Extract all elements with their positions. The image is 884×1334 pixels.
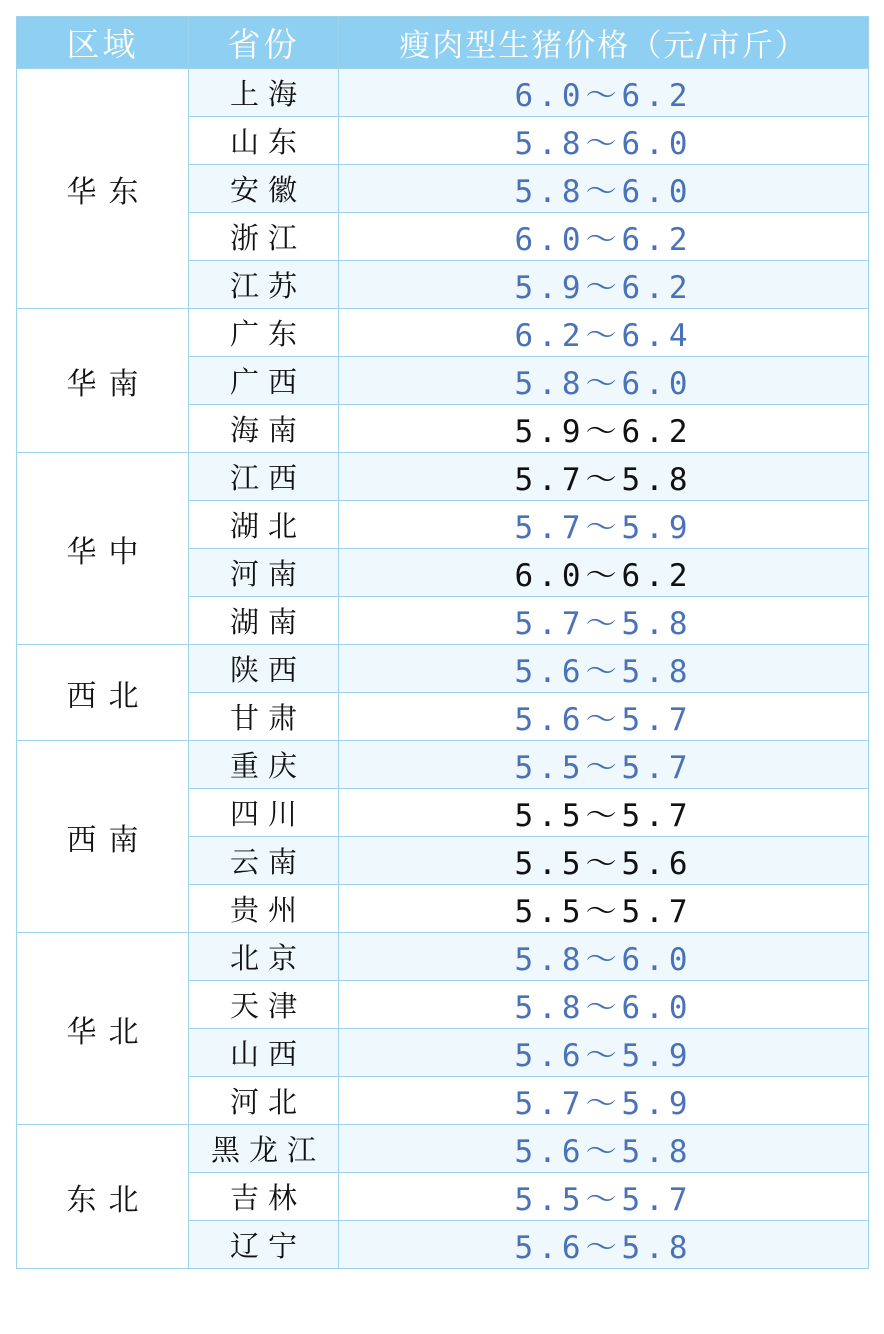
price-cell: 5.5～5.7	[339, 1173, 869, 1221]
province-cell: 北京	[189, 933, 339, 981]
region-cell: 西南	[17, 741, 189, 933]
table-row	[17, 309, 869, 357]
table-body	[17, 69, 869, 1269]
table-row	[17, 69, 869, 117]
region-cell: 华南	[17, 309, 189, 453]
price-cell: 6.0～6.2	[339, 213, 869, 261]
province-cell: 天津	[189, 981, 339, 1029]
price-cell: 5.7～5.9	[339, 1077, 869, 1125]
price-cell: 5.7～5.8	[339, 453, 869, 501]
province-cell: 广东	[189, 309, 339, 357]
province-cell: 山西	[189, 1029, 339, 1077]
price-cell: 5.8～6.0	[339, 165, 869, 213]
table-row	[17, 933, 869, 981]
table-row	[17, 453, 869, 501]
price-cell: 5.9～6.2	[339, 261, 869, 309]
price-cell: 5.6～5.9	[339, 1029, 869, 1077]
province-column-header: 省份	[189, 17, 339, 69]
province-cell: 吉林	[189, 1173, 339, 1221]
price-cell: 5.6～5.8	[339, 1221, 869, 1269]
region-cell: 华北	[17, 933, 189, 1125]
province-cell: 陕西	[189, 645, 339, 693]
price-cell: 6.0～6.2	[339, 549, 869, 597]
price-cell: 5.5～5.7	[339, 789, 869, 837]
table-row	[17, 1125, 869, 1173]
price-cell: 5.7～5.8	[339, 597, 869, 645]
price-cell: 6.2～6.4	[339, 309, 869, 357]
province-cell: 四川	[189, 789, 339, 837]
table-row	[17, 741, 869, 789]
province-cell: 河北	[189, 1077, 339, 1125]
region-cell: 华东	[17, 69, 189, 309]
province-cell: 山东	[189, 117, 339, 165]
price-cell: 6.0～6.2	[339, 69, 869, 117]
price-cell: 5.5～5.6	[339, 837, 869, 885]
province-cell: 湖北	[189, 501, 339, 549]
header-row	[17, 17, 869, 69]
province-cell: 贵州	[189, 885, 339, 933]
price-column-header: 瘦肉型生猪价格（元/市斤）	[339, 17, 869, 69]
price-cell: 5.6～5.7	[339, 693, 869, 741]
price-cell: 5.7～5.9	[339, 501, 869, 549]
province-cell: 河南	[189, 549, 339, 597]
province-cell: 浙江	[189, 213, 339, 261]
price-cell: 5.8～6.0	[339, 117, 869, 165]
price-cell: 5.8～6.0	[339, 981, 869, 1029]
province-cell: 海南	[189, 405, 339, 453]
price-cell: 5.9～6.2	[339, 405, 869, 453]
price-cell: 5.8～6.0	[339, 933, 869, 981]
province-cell: 江西	[189, 453, 339, 501]
pig-price-table	[16, 16, 869, 1269]
province-cell: 安徽	[189, 165, 339, 213]
price-cell: 5.8～6.0	[339, 357, 869, 405]
region-cell: 西北	[17, 645, 189, 741]
province-cell: 云南	[189, 837, 339, 885]
province-cell: 上海	[189, 69, 339, 117]
region-cell: 华中	[17, 453, 189, 645]
price-cell: 5.6～5.8	[339, 1125, 869, 1173]
region-column-header: 区域	[17, 17, 189, 69]
province-cell: 广西	[189, 357, 339, 405]
price-cell: 5.5～5.7	[339, 885, 869, 933]
province-cell: 湖南	[189, 597, 339, 645]
province-cell: 江苏	[189, 261, 339, 309]
price-cell: 5.6～5.8	[339, 645, 869, 693]
province-cell: 黑龙江	[189, 1125, 339, 1173]
region-cell: 东北	[17, 1125, 189, 1269]
province-cell: 甘肃	[189, 693, 339, 741]
province-cell: 辽宁	[189, 1221, 339, 1269]
price-cell: 5.5～5.7	[339, 741, 869, 789]
table-row	[17, 645, 869, 693]
province-cell: 重庆	[189, 741, 339, 789]
